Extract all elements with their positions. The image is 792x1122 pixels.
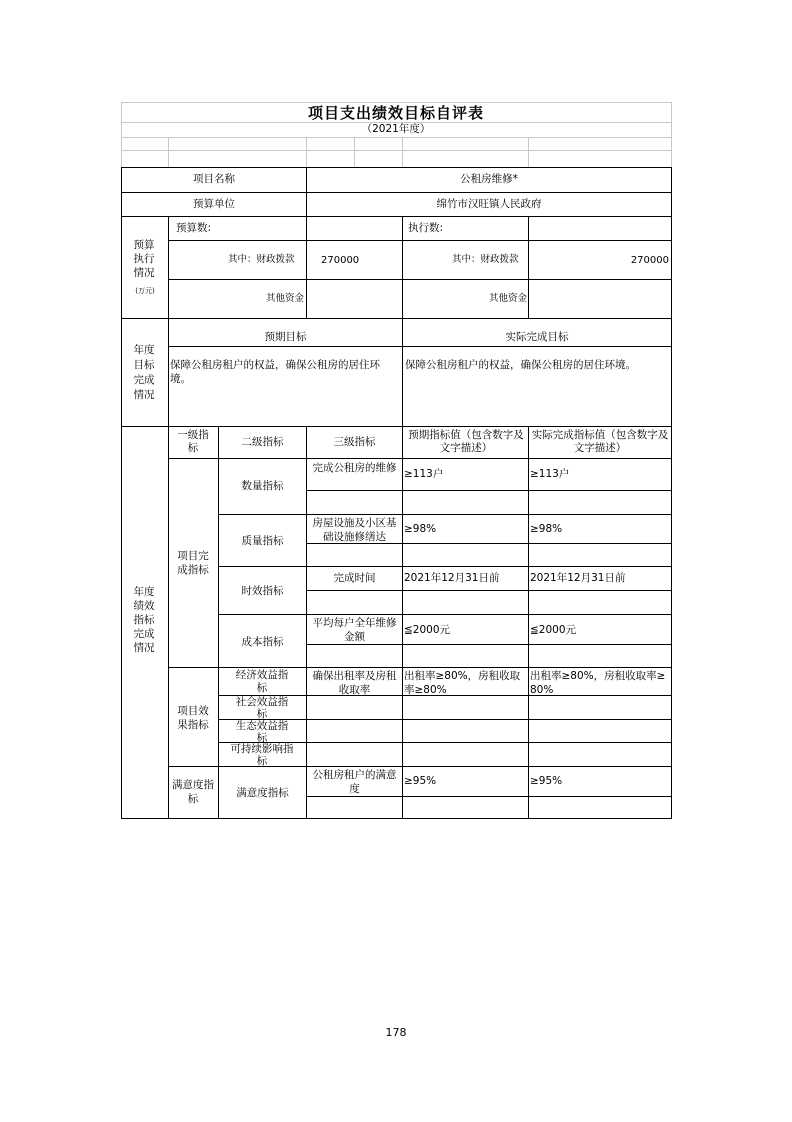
cost-level3: 平均每户全年维修金额	[312, 617, 397, 643]
cost-level2: 成本指标	[241, 636, 284, 648]
satisfaction-level2: 满意度指标	[236, 787, 289, 799]
quantity-level2: 数量指标	[241, 480, 284, 492]
document-subtitle: （2021年度）	[361, 123, 431, 135]
budget-amount-label: 预算数:	[176, 222, 212, 234]
other-funds-right: 其他资金	[488, 293, 527, 304]
quantity-expected: ≥113户	[404, 468, 444, 480]
page-number: 178	[385, 1026, 407, 1039]
economic-level3: 确保出租率及房租收取率	[312, 670, 397, 696]
unit-note: (万元)	[135, 287, 155, 295]
fiscal-label-left: 其中：财政拨款	[228, 254, 295, 265]
fiscal-label-right: 其中：财政拨款	[452, 254, 519, 265]
actual-goal-header: 实际完成目标	[505, 331, 569, 343]
social-level2: 社会效益指标	[235, 696, 289, 720]
document-title: 项目支出绩效目标自评表	[307, 104, 484, 122]
quality-level3: 房屋设施及小区基础设施修缮达	[312, 517, 397, 543]
fiscal-value-left: 270000	[321, 255, 360, 266]
budget-unit-value: 绵竹市汉旺镇人民政府	[436, 198, 542, 210]
header-expected: 预期指标值（包含数字及文字描述）	[408, 429, 524, 454]
project-name-label: 项目名称	[193, 173, 235, 185]
economic-expected: 出租率≥80%，房租收取率≥80%	[404, 670, 521, 696]
economic-actual: 出租率≥80%，房租收取率≥80%	[530, 670, 666, 696]
quantity-level3: 完成公租房的维修	[312, 462, 397, 474]
header-actual: 实际完成指标值（包含数字及文字描述）	[531, 429, 669, 454]
timeliness-actual: 2021年12月31日前	[530, 572, 626, 584]
header-level1: 一级指标	[177, 429, 209, 454]
performance-section-label: 年度绩效指标完成情况	[133, 586, 155, 654]
ecological-level2: 生态效益指标	[235, 720, 289, 744]
project-name-value: 公租房维修*	[460, 173, 518, 185]
budget-unit-label: 预算单位	[193, 198, 235, 210]
group-completion-label: 项目完成指标	[177, 550, 209, 576]
quality-level2: 质量指标	[241, 535, 284, 547]
timeliness-level2: 时效指标	[241, 585, 284, 597]
other-funds-left: 其他资金	[265, 293, 304, 304]
quality-expected: ≥98%	[404, 523, 437, 535]
timeliness-expected: 2021年12月31日前	[404, 572, 500, 584]
budget-execution-label: 预算执行情况	[133, 239, 155, 279]
executed-amount-label: 执行数:	[408, 222, 444, 234]
timeliness-level3: 完成时间	[333, 572, 376, 584]
expected-goal-header: 预期目标	[264, 331, 307, 343]
quantity-actual: ≥113户	[530, 468, 570, 480]
satisfaction-actual: ≥95%	[530, 775, 563, 787]
header-level3: 三级指标	[333, 436, 376, 448]
expected-goal-text: 保障公租房租户的权益，确保公租房的居住环境。	[170, 359, 380, 385]
group-effect-label: 项目效果指标	[177, 705, 209, 731]
header-level2: 二级指标	[241, 436, 284, 448]
cost-actual: ≦2000元	[530, 624, 577, 636]
group-satisfaction-label: 满意度指标	[172, 779, 214, 805]
fiscal-value-right: 270000	[630, 255, 669, 266]
satisfaction-expected: ≥95%	[404, 775, 437, 787]
economic-level2: 经济效益指标	[235, 669, 289, 694]
quality-actual: ≥98%	[530, 523, 563, 535]
actual-goal-text: 保障公租房租户的权益，确保公租房的居住环境。	[405, 359, 636, 371]
satisfaction-level3: 公租房租户的满意度	[312, 769, 397, 795]
sustainable-level2: 可持续影响指标	[230, 743, 294, 767]
annual-goal-label: 年度目标完成情况	[133, 344, 155, 401]
cost-expected: ≦2000元	[404, 624, 451, 636]
